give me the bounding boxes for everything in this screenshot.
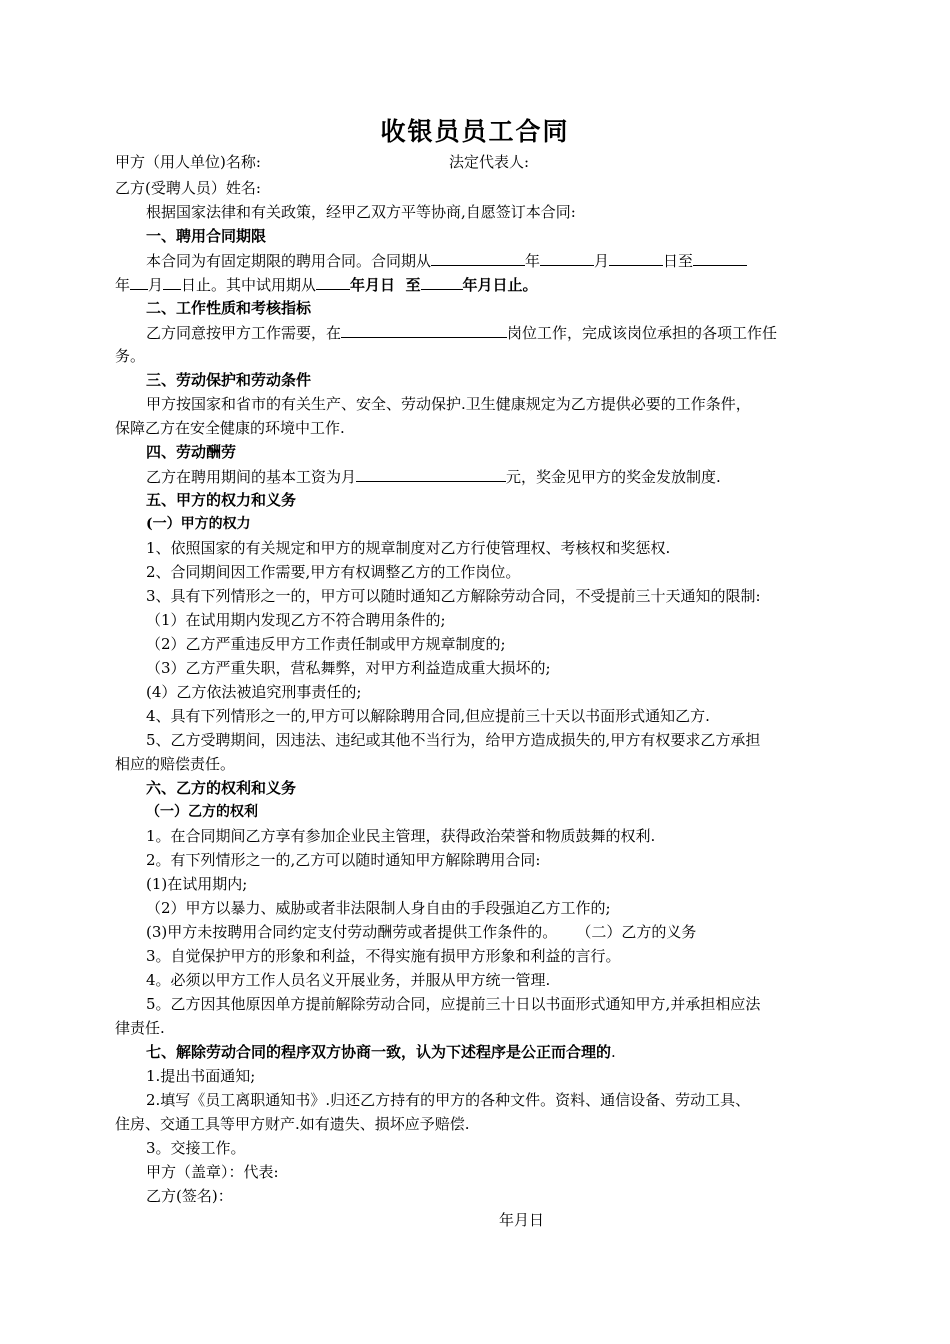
month-label: 月	[594, 252, 610, 270]
section-2-para-1	[146, 322, 840, 343]
section-3-para-2: 保障乙方在安全健康的环境中工作.	[115, 419, 345, 437]
list-item: 1.提出书面通知;	[146, 1067, 256, 1085]
section-6-heading: 六、乙方的权利和义务	[146, 779, 297, 797]
blank-field	[130, 274, 148, 290]
blank-field	[421, 274, 463, 290]
section-2-heading: 二、工作性质和考核指标	[146, 299, 312, 317]
party-a-name-label: 甲方（用人单位)名称:	[115, 153, 261, 171]
blank-field	[609, 250, 663, 266]
day-to-label: 日至	[663, 252, 694, 270]
section-5-heading: 五、甲方的权力和义务	[146, 491, 297, 509]
position-text: 乙方同意按甲方工作需要，在	[146, 324, 342, 342]
signature-date-label: 年月日	[499, 1211, 545, 1229]
year-label: 年	[525, 252, 541, 270]
party-b-signature-label: 乙方(签名)：	[146, 1187, 233, 1205]
section-5-subheading: (一）甲方的权力	[146, 516, 251, 532]
list-item-cont: 相应的赔偿责任。	[115, 755, 236, 773]
year-label: 年	[115, 276, 131, 294]
section-1-para-1	[146, 250, 840, 271]
list-item: (4）乙方依法被追究刑事责任的;	[146, 683, 362, 701]
list-item: （3）乙方严重失职，营私舞弊，对甲方利益造成重大损坏的;	[146, 659, 551, 677]
blank-field	[356, 466, 506, 482]
list-item: 3、具有下列情形之一的，甲方可以随时通知乙方解除劳动合同，不受提前三十天通知的限制:	[146, 587, 761, 605]
list-item: 5、乙方受聘期间，因违法、违纪或其他不当行为，给甲方造成损失的,甲方有权要求乙方承担	[146, 731, 761, 749]
blank-field	[431, 250, 525, 266]
list-item: 2、合同期间因工作需要,甲方有权调整乙方的工作岗位。	[146, 563, 521, 581]
intro-text: 根据国家法律和有关政策，经甲乙双方平等协商,自愿签订本合同:	[146, 203, 576, 221]
legal-rep-label: 法定代表人:	[449, 153, 530, 171]
list-item-cont: 律责任.	[115, 1019, 165, 1037]
term-text: 本合同为有固定期限的聘用合同。合同期从	[146, 252, 432, 270]
month-label: 月	[148, 276, 164, 294]
section-3-heading: 三、劳动保护和劳动条件	[146, 371, 312, 389]
party-a-line	[115, 152, 840, 172]
list-item: （2）乙方严重违反甲方工作责任制或甲方规章制度的;	[146, 635, 506, 653]
salary-text-cont: 元，奖金见甲方的奖金发放制度.	[506, 468, 721, 486]
list-item: 1。在合同期间乙方享有参加企业民主管理，获得政治荣誉和物质鼓舞的权利.	[146, 827, 656, 845]
list-item: 4、具有下列情形之一的,甲方可以解除聘用合同,但应提前三十天以书面形式通知乙方.	[146, 707, 710, 725]
section-4-heading: 四、劳动酬劳	[146, 443, 237, 461]
party-a-signature-label: 甲方（盖章）：代表:	[146, 1163, 279, 1181]
blank-field	[316, 274, 350, 290]
salary-text: 乙方在聘用期间的基本工资为月	[146, 468, 357, 486]
list-item: （1）在试用期内发现乙方不符合聘用条件的;	[146, 611, 446, 629]
list-item: 2.填写《员工离职通知书》.归还乙方持有的甲方的各种文件。资料、通信设备、劳动工具、	[146, 1091, 751, 1109]
probation-end-label: 年月日止。	[462, 276, 538, 294]
list-item: 2。有下列情形之一的,乙方可以随时通知甲方解除聘用合同:	[146, 851, 541, 869]
list-item: 3。交接工作。	[146, 1139, 246, 1157]
probation-text: 日止。其中试用期从	[181, 276, 317, 294]
section-2-para-2: 务。	[115, 347, 146, 365]
section-7-heading-period: .	[611, 1043, 616, 1061]
list-item: （2）甲方以暴力、威胁或者非法限制人身自由的手段强迫乙方工作的;	[146, 899, 611, 917]
position-text-cont: 岗位工作，完成该岗位承担的各项工作任	[507, 324, 778, 342]
section-1-para-2	[115, 274, 840, 295]
list-item: 4。必须以甲方工作人员名义开展业务，并服从甲方统一管理.	[146, 971, 551, 989]
section-6-subheading: （一）乙方的权利	[146, 804, 258, 820]
list-item: 5。乙方因其他原因单方提前解除劳动合同，应提前三十日以书面形式通知甲方,并承担相应法	[146, 995, 761, 1013]
list-item-cont: 住房、交通工具等甲方财产.如有遗失、损坏应予赔偿.	[115, 1115, 470, 1133]
section-1-heading: 一、聘用合同期限	[146, 227, 267, 245]
probation-start-label: 年月日 至	[350, 276, 421, 294]
list-item: 3。自觉保护甲方的形象和利益，不得实施有损甲方形象和利益的言行。	[146, 947, 621, 965]
blank-field	[341, 322, 507, 338]
blank-field	[693, 250, 747, 266]
list-item: 1、依照国家的有关规定和甲方的规章制度对乙方行使管理权、考核权和奖惩权.	[146, 539, 671, 557]
section-7-heading-text: 七、解除劳动合同的程序双方协商一致，认为下述程序是公正而合理的	[146, 1043, 612, 1061]
document-title: 收银员员工合同	[380, 117, 570, 146]
section-3-para-1: 甲方按国家和省市的有关生产、安全、劳动保护.卫生健康规定为乙方提供必要的工作条件，	[146, 395, 751, 413]
section-4-para-1	[146, 466, 840, 487]
blank-field	[540, 250, 594, 266]
list-item: (1)在试用期内;	[146, 875, 248, 893]
party-b-name-label: 乙方(受聘人员）姓名:	[115, 179, 261, 197]
blank-field	[163, 274, 181, 290]
list-item: (3)甲方未按聘用合同约定支付劳动酬劳或者提供工作条件的。 （二）乙方的义务	[146, 923, 697, 941]
section-7-heading	[146, 1042, 840, 1062]
